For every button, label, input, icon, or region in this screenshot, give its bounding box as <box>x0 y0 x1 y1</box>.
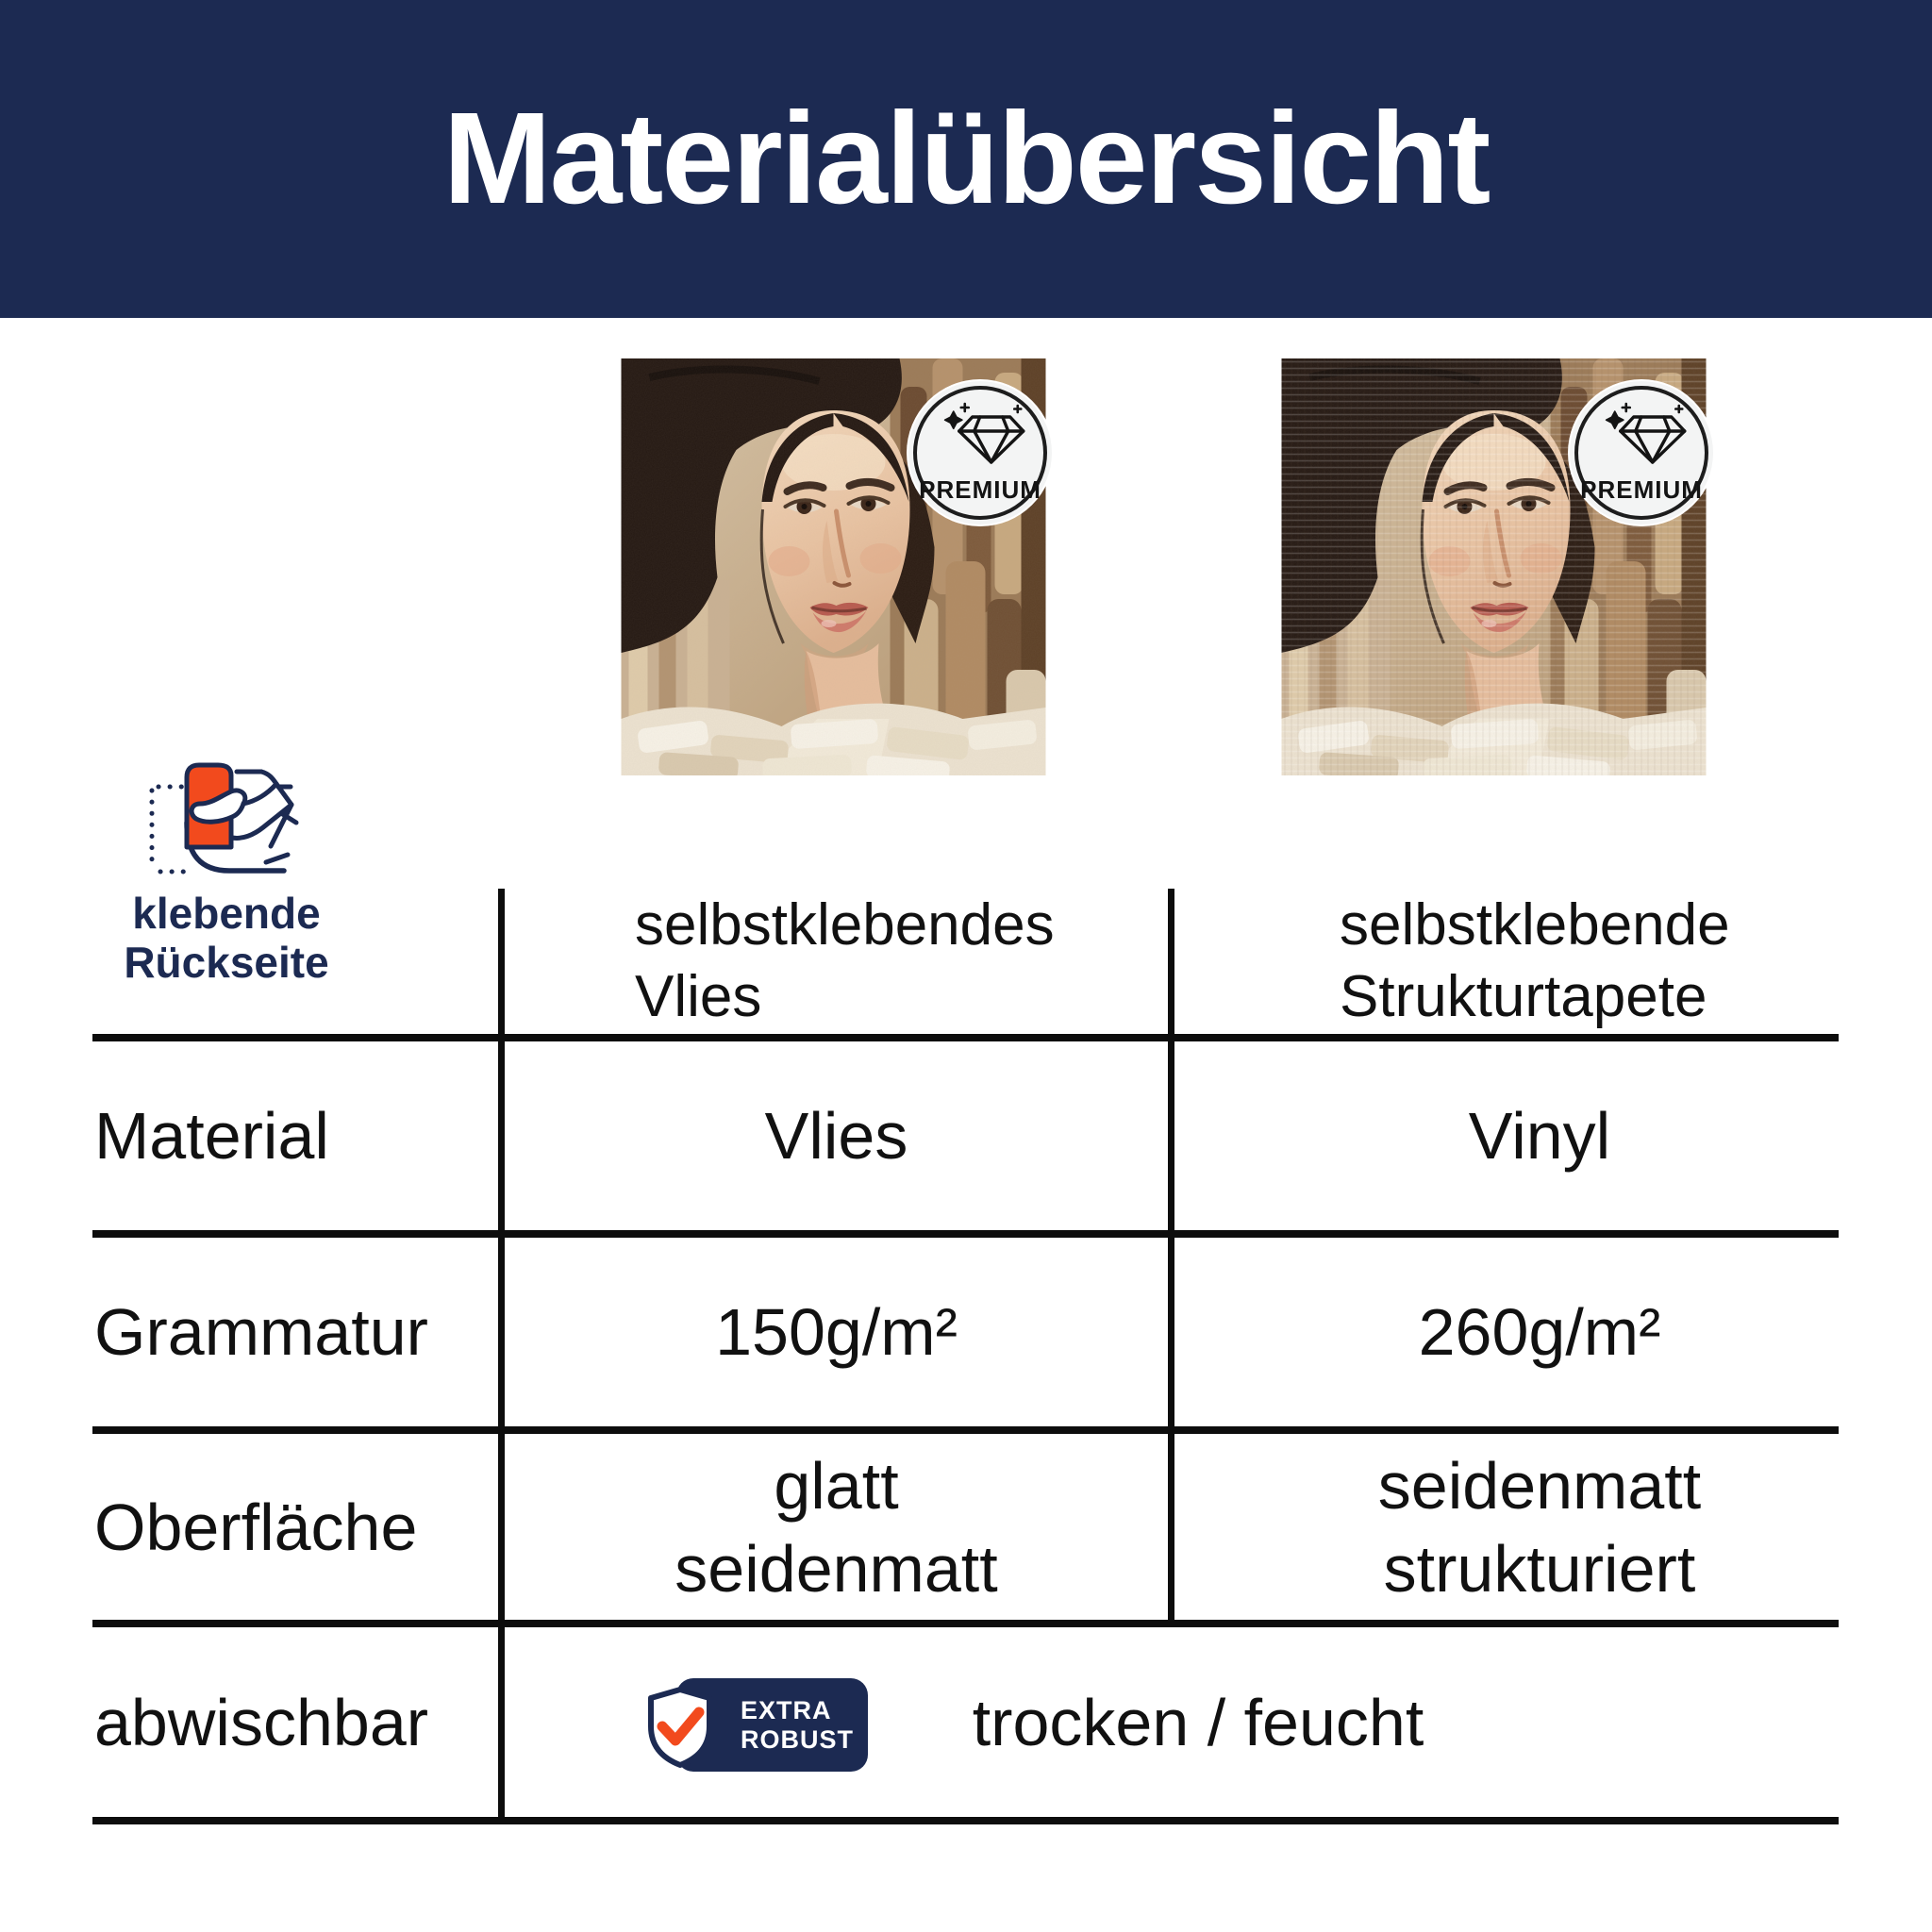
peel-sticker-icon <box>149 760 305 875</box>
premium-badge <box>1570 381 1713 525</box>
premium-label: PREMIUM <box>1580 475 1703 504</box>
page-title: Materialübersicht <box>442 86 1490 231</box>
table-line-horizontal <box>92 1034 1839 1041</box>
feature-adhesive-back <box>90 760 363 987</box>
extra-robust-line1: EXTRA <box>741 1695 832 1724</box>
row-label-material: Material <box>94 1099 329 1173</box>
grammatur-value-col2: 260g/m² <box>1418 1295 1661 1369</box>
table-line-horizontal <box>92 1817 1839 1824</box>
material-value-col1: Vlies <box>764 1099 908 1173</box>
row-label-abwischbar: abwischbar <box>94 1685 429 1759</box>
abwischbar-value: trocken / feucht <box>972 1685 1424 1759</box>
table-line-vertical <box>498 889 505 1824</box>
grammatur-value-col1: 150g/m² <box>715 1295 958 1369</box>
oberflaeche-value-col2: seidenmatt strukturiert <box>1377 1448 1702 1606</box>
diamond-icon <box>941 400 1031 468</box>
extra-robust-badge <box>651 1678 877 1773</box>
table-line-vertical <box>1168 889 1174 1627</box>
header-band <box>0 0 1932 318</box>
column-header-vlies: selbstklebendes Vlies <box>635 892 1055 1029</box>
premium-label: PREMIUM <box>919 475 1041 504</box>
oberflaeche-value-col1: glatt seidenmatt <box>675 1448 998 1606</box>
table-line-horizontal <box>92 1426 1839 1434</box>
table-line-horizontal <box>92 1620 1839 1627</box>
table-line-horizontal <box>92 1230 1839 1238</box>
premium-badge <box>908 381 1052 525</box>
adhesive-back-label: klebende Rückseite <box>124 889 329 987</box>
row-label-oberflaeche: Oberfläche <box>94 1490 418 1564</box>
diamond-icon <box>1602 400 1692 468</box>
row-label-grammatur: Grammatur <box>94 1295 428 1369</box>
shield-check-icon <box>647 1687 713 1768</box>
column-header-strukturtapete: selbstklebende Strukturtapete <box>1340 892 1730 1029</box>
extra-robust-line2: ROBUST <box>741 1724 854 1754</box>
material-value-col2: Vinyl <box>1468 1099 1611 1173</box>
